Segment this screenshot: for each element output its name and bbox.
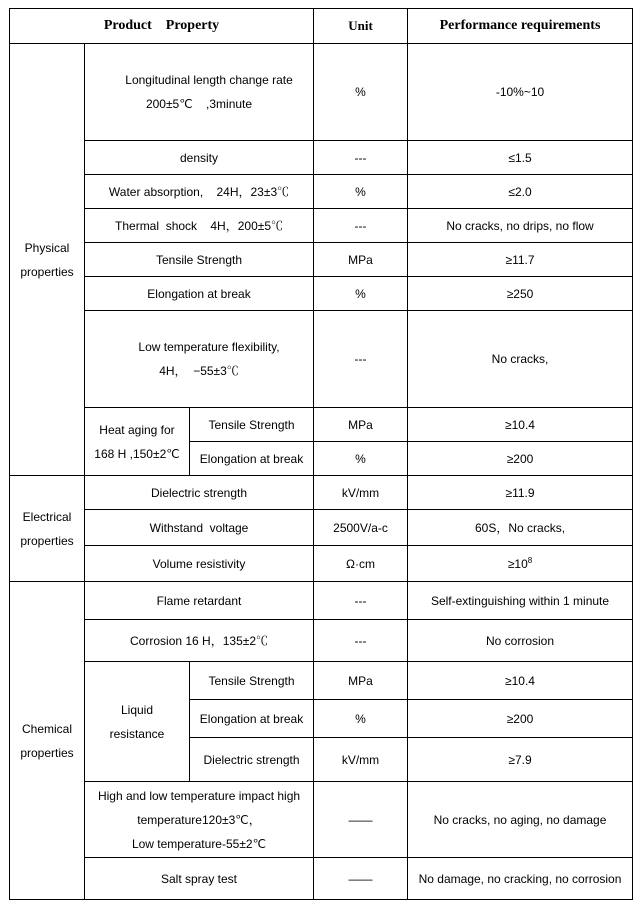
requirement-cell: ≥250 bbox=[408, 277, 633, 311]
requirement-cell: ≤1.5 bbox=[408, 141, 633, 175]
unit-cell: MPa bbox=[314, 243, 408, 277]
unit-cell: % bbox=[314, 442, 408, 476]
property-cell: density bbox=[85, 141, 314, 175]
property-cell: Longitudinal length change rate 200±5℃ ,3minute bbox=[85, 44, 314, 141]
property-cell: Water absorption, 24H，23±3℃ bbox=[85, 175, 314, 209]
property-cell: Flame retardant bbox=[85, 582, 314, 620]
table-row bbox=[10, 662, 633, 700]
table-row bbox=[10, 782, 633, 858]
table-row bbox=[10, 620, 633, 662]
table-row bbox=[10, 408, 633, 442]
header-product-property: Product Property bbox=[10, 9, 314, 44]
requirement-cell: 60S，No cracks, bbox=[408, 510, 633, 546]
category-physical: Physical properties bbox=[10, 44, 85, 476]
property-cell: Tensile Strength bbox=[190, 662, 314, 700]
unit-cell: --- bbox=[314, 209, 408, 243]
property-cell: Elongation at break bbox=[190, 700, 314, 738]
requirement-cell: ≥200 bbox=[408, 442, 633, 476]
requirement-cell: No cracks, no aging, no damage bbox=[408, 782, 633, 858]
requirement-cell: ≥11.7 bbox=[408, 243, 633, 277]
property-cell: Tensile Strength bbox=[85, 243, 314, 277]
requirement-cell: ≥10.4 bbox=[408, 408, 633, 442]
unit-cell: % bbox=[314, 700, 408, 738]
unit-cell: MPa bbox=[314, 662, 408, 700]
requirement-cell: ≥11.9 bbox=[408, 476, 633, 510]
requirement-cell: Self-extinguishing within 1 minute bbox=[408, 582, 633, 620]
header-performance: Performance requirements bbox=[408, 9, 633, 44]
unit-cell: --- bbox=[314, 311, 408, 408]
table-row bbox=[10, 546, 633, 582]
unit-cell: % bbox=[314, 175, 408, 209]
requirement-cell: No corrosion bbox=[408, 620, 633, 662]
unit-cell: —— bbox=[314, 858, 408, 900]
property-cell: Salt spray test bbox=[85, 858, 314, 900]
table-row bbox=[10, 510, 633, 546]
table-row bbox=[10, 44, 633, 141]
table-row bbox=[10, 858, 633, 900]
header-unit: Unit bbox=[314, 9, 408, 44]
property-cell: Elongation at break bbox=[190, 442, 314, 476]
table-row bbox=[10, 277, 633, 311]
unit-cell: % bbox=[314, 277, 408, 311]
requirement-cell: ≥10.4 bbox=[408, 662, 633, 700]
unit-cell: kV/mm bbox=[314, 476, 408, 510]
property-cell: Tensile Strength bbox=[190, 408, 314, 442]
table-row bbox=[10, 476, 633, 510]
property-cell: Volume resistivity bbox=[85, 546, 314, 582]
table-row bbox=[10, 582, 633, 620]
heat-aging-label: Heat aging for 168 H ,150±2℃ bbox=[85, 408, 190, 476]
table-row bbox=[10, 243, 633, 277]
property-cell: Low temperature flexibility, 4H， −55±3℃ bbox=[85, 311, 314, 408]
category-chemical: Chemical properties bbox=[10, 582, 85, 900]
property-cell: Withstand voltage bbox=[85, 510, 314, 546]
requirement-cell: No cracks, no drips, no flow bbox=[408, 209, 633, 243]
liquid-resistance-label: Liquid resistance bbox=[85, 662, 190, 782]
unit-cell: kV/mm bbox=[314, 738, 408, 782]
unit-cell: —— bbox=[314, 782, 408, 858]
header-row bbox=[10, 9, 633, 44]
unit-cell: --- bbox=[314, 141, 408, 175]
unit-cell: % bbox=[314, 44, 408, 141]
unit-cell: --- bbox=[314, 620, 408, 662]
requirement-cell: -10%~10 bbox=[408, 44, 633, 141]
table-row bbox=[10, 175, 633, 209]
table-row bbox=[10, 209, 633, 243]
unit-cell: 2500V/a-c bbox=[314, 510, 408, 546]
requirement-cell: $\ge 10^8$ bbox=[408, 546, 633, 582]
property-cell: Dielectric strength bbox=[190, 738, 314, 782]
spec-table bbox=[9, 8, 633, 900]
unit-cell: --- bbox=[314, 582, 408, 620]
category-electrical: Electrical properties bbox=[10, 476, 85, 582]
requirement-cell: No cracks, bbox=[408, 311, 633, 408]
property-cell: Thermal shock 4H，200±5℃ bbox=[85, 209, 314, 243]
requirement-cell: ≥7.9 bbox=[408, 738, 633, 782]
property-cell: Dielectric strength bbox=[85, 476, 314, 510]
requirement-cell: ≥200 bbox=[408, 700, 633, 738]
property-cell: Corrosion 16 H，135±2℃ bbox=[85, 620, 314, 662]
unit-cell: MPa bbox=[314, 408, 408, 442]
property-cell: High and low temperature impact high temperature120±3℃， Low temperature-55±2℃ bbox=[85, 782, 314, 858]
requirement-cell: ≤2.0 bbox=[408, 175, 633, 209]
table-row bbox=[10, 311, 633, 408]
table-row bbox=[10, 141, 633, 175]
property-cell: Elongation at break bbox=[85, 277, 314, 311]
requirement-cell: No damage, no cracking, no corrosion bbox=[408, 858, 633, 900]
unit-cell: Ω·cm bbox=[314, 546, 408, 582]
